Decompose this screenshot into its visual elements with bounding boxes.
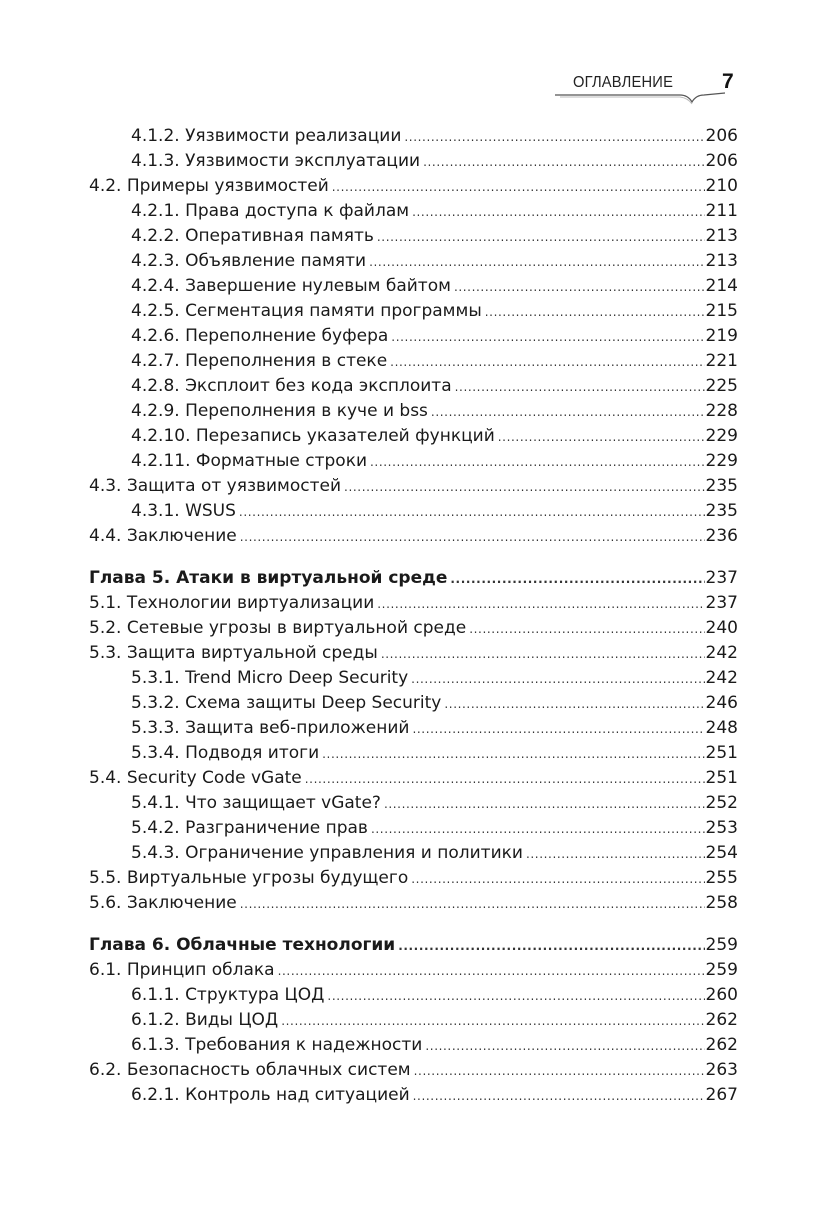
toc-entry-page: 255 [705, 868, 738, 888]
toc-entry-page: 251 [705, 768, 738, 788]
toc-entry-title: 4.2.7. Переполнения в стеке [131, 351, 388, 371]
toc-entry-title: 5.4.3. Ограничение управления и политики [131, 843, 523, 863]
toc-entry-title: 6.1.2. Виды ЦОД [131, 1010, 279, 1030]
toc-leader-dots [454, 275, 705, 300]
toc-entry-page: 252 [705, 793, 738, 813]
toc-entry [89, 841, 738, 866]
toc-entry-title: 4.2.2. Оперативная память [131, 226, 374, 246]
toc-leader-dots [526, 842, 705, 867]
toc-leader-dots [411, 667, 704, 692]
toc-entry-page: 235 [705, 501, 738, 521]
toc-entry [89, 299, 738, 324]
toc-entry-title: 4.2.6. Переполнение буфера [131, 326, 389, 346]
toc-entry-page: 228 [705, 401, 738, 421]
toc-leader-dots [332, 175, 705, 200]
toc-entry-title: 6.2.1. Контроль над ситуацией [131, 1085, 410, 1105]
toc-entry-title: Глава 5. Атаки в виртуальной среде [89, 568, 448, 588]
toc-leader-dots [413, 1084, 705, 1109]
toc-leader-dots [390, 350, 704, 375]
toc-leader-dots [485, 300, 705, 325]
toc-leader-dots [322, 742, 704, 767]
toc-entry [89, 174, 738, 199]
toc-entry-page: 237 [705, 568, 738, 588]
toc-entry-title: 5.4. Security Code vGate [89, 768, 302, 788]
toc-entry-page: 229 [705, 426, 738, 446]
toc-leader-dots [240, 892, 705, 917]
toc-entry-title: 4.2.9. Переполнения в куче и bss [131, 401, 428, 421]
toc-entry-title: 4.2.5. Сегментация памяти программы [131, 301, 482, 321]
toc-entry [89, 641, 738, 666]
toc-entry-page: 246 [705, 693, 738, 713]
toc-entry-page: 242 [705, 643, 738, 663]
toc-entry-title: 4.1.3. Уязвимости эксплуатации [131, 151, 421, 171]
toc-entry-title: 5.1. Технологии виртуализации [89, 593, 375, 613]
toc-entry-title: 4.3. Защита от уязвимостей [89, 476, 342, 496]
toc-entry [89, 149, 738, 174]
toc-entry [89, 324, 738, 349]
toc-entry [89, 124, 738, 149]
toc-leader-dots [455, 375, 705, 400]
toc-leader-dots [377, 592, 704, 617]
toc-entry-title: 4.2.10. Перезапись указателей функций [131, 426, 495, 446]
toc-entry-title: 5.3.3. Защита веб-приложений [131, 718, 410, 738]
toc-entry-page: 262 [705, 1010, 738, 1030]
toc-entry-title: 4.2.1. Права доступа к файлам [131, 201, 410, 221]
toc-leader-dots [498, 425, 705, 450]
toc-entry [89, 474, 738, 499]
toc-leader-dots [450, 567, 704, 592]
toc-leader-dots [369, 250, 704, 275]
toc-entry-page: 219 [705, 326, 738, 346]
toc-leader-dots [371, 817, 705, 842]
toc-chapter [89, 933, 738, 958]
toc-entry [89, 816, 738, 841]
toc-entry-title: 4.4. Заключение [89, 526, 237, 546]
toc-entry-title: 5.4.1. Что защищает vGate? [131, 793, 381, 813]
toc-entry-page: 251 [705, 743, 738, 763]
toc-entry-page: 215 [705, 301, 738, 321]
toc-entry [89, 766, 738, 791]
toc-entry-page: 210 [705, 176, 738, 196]
toc-entry [89, 866, 738, 891]
toc-entry [89, 449, 738, 474]
toc-leader-dots [327, 984, 704, 1009]
toc-entry-title: 5.4.2. Разграничение прав [131, 818, 368, 838]
toc-entry-page: 248 [705, 718, 738, 738]
toc-leader-dots [411, 867, 704, 892]
toc-entry-title: 5.6. Заключение [89, 893, 237, 913]
toc-entry [89, 249, 738, 274]
toc-leader-dots [370, 450, 705, 475]
toc-leader-dots [240, 525, 705, 550]
toc-entry-title: 5.3.4. Подводя итоги [131, 743, 320, 763]
toc-entry-title: 4.3.1. WSUS [131, 501, 236, 521]
toc-entry-page: 225 [705, 376, 738, 396]
toc-entry-page: 260 [705, 985, 738, 1005]
toc-entry-page: 259 [705, 960, 738, 980]
toc-entry-page: 254 [705, 843, 738, 863]
toc-entry-title: 4.2.8. Эксплоит без кода эксплоита [131, 376, 452, 396]
toc-entry-title: 4.2.4. Завершение нулевым байтом [131, 276, 451, 296]
toc-entry-title: 5.3.2. Схема защиты Deep Security [131, 693, 442, 713]
toc-chapter [89, 566, 738, 591]
toc-leader-dots [412, 200, 704, 225]
toc-entry-page: 253 [705, 818, 738, 838]
toc-entry [89, 1058, 738, 1083]
toc-entry [89, 499, 738, 524]
page-number: 7 [722, 70, 734, 93]
toc-leader-dots [384, 792, 705, 817]
toc-entry-title: 4.2. Примеры уязвимостей [89, 176, 329, 196]
toc-entry [89, 741, 738, 766]
toc-entry [89, 1033, 738, 1058]
toc-entry-title: 6.1.1. Структура ЦОД [131, 985, 325, 1005]
toc-entry [89, 666, 738, 691]
toc-entry [89, 983, 738, 1008]
toc-entry-page: 236 [705, 526, 738, 546]
toc-entry-page: 240 [705, 618, 738, 638]
toc-leader-dots [344, 475, 705, 500]
toc-leader-dots [239, 500, 705, 525]
toc-entry-page: 211 [705, 201, 738, 221]
toc-leader-dots [281, 1009, 704, 1034]
toc-entry [89, 524, 738, 549]
toc-leader-dots [278, 959, 705, 984]
toc-entry-page: 214 [705, 276, 738, 296]
toc-leader-dots [425, 1034, 704, 1059]
toc-entry [89, 274, 738, 299]
toc-entry-title: 6.2. Безопасность облачных систем [89, 1060, 411, 1080]
toc-entry-page: 262 [705, 1035, 738, 1055]
toc-entry-title: 5.2. Сетевые угрозы в виртуальной среде [89, 618, 467, 638]
toc-entry [89, 349, 738, 374]
toc-entry [89, 224, 738, 249]
toc-entry [89, 374, 738, 399]
toc-entry [89, 791, 738, 816]
toc-entry-title: 4.2.11. Форматные строки [131, 451, 368, 471]
table-of-contents [89, 124, 738, 1108]
toc-leader-dots [423, 150, 704, 175]
toc-entry-page: 229 [705, 451, 738, 471]
toc-leader-dots [398, 934, 704, 959]
toc-entry-page: 213 [705, 251, 738, 271]
toc-entry [89, 616, 738, 641]
toc-leader-dots [377, 225, 705, 250]
toc-leader-dots [412, 717, 704, 742]
toc-entry-title: 5.5. Виртуальные угрозы будущего [89, 868, 409, 888]
toc-leader-dots [391, 325, 704, 350]
toc-entry-title: 4.1.2. Уязвимости реализации [131, 126, 402, 146]
toc-entry [89, 424, 738, 449]
toc-entry-title: 5.3. Защита виртуальной среды [89, 643, 378, 663]
toc-leader-dots [381, 642, 705, 667]
toc-entry-title: 4.2.3. Объявление памяти [131, 251, 367, 271]
toc-entry [89, 716, 738, 741]
toc-entry-page: 259 [705, 935, 738, 955]
toc-leader-dots [469, 617, 704, 642]
toc-entry-page: 221 [705, 351, 738, 371]
toc-entry-page: 206 [705, 151, 738, 171]
toc-entry [89, 958, 738, 983]
toc-leader-dots [305, 767, 705, 792]
toc-entry [89, 591, 738, 616]
toc-entry-title: 6.1. Принцип облака [89, 960, 275, 980]
toc-entry-page: 267 [705, 1085, 738, 1105]
header-rule [555, 92, 725, 106]
toc-entry-title: Глава 6. Облачные технологии [89, 935, 396, 955]
toc-entry-page: 258 [705, 893, 738, 913]
toc-entry-page: 237 [705, 593, 738, 613]
toc-entry [89, 691, 738, 716]
toc-entry [89, 1083, 738, 1108]
toc-leader-dots [431, 400, 705, 425]
toc-entry-title: 6.1.3. Требования к надежности [131, 1035, 423, 1055]
toc-leader-dots [444, 692, 704, 717]
toc-entry [89, 1008, 738, 1033]
toc-entry-page: 235 [705, 476, 738, 496]
running-header [0, 64, 827, 104]
toc-leader-dots [404, 125, 704, 150]
toc-entry-page: 242 [705, 668, 738, 688]
toc-entry-page: 213 [705, 226, 738, 246]
toc-entry-page: 206 [705, 126, 738, 146]
toc-entry-page: 263 [705, 1060, 738, 1080]
toc-entry [89, 399, 738, 424]
toc-entry [89, 199, 738, 224]
toc-leader-dots [414, 1059, 705, 1084]
toc-entry [89, 891, 738, 916]
running-header-title: ОГЛАВЛЕНИЕ [573, 74, 674, 91]
toc-entry-title: 5.3.1. Trend Micro Deep Security [131, 668, 409, 688]
